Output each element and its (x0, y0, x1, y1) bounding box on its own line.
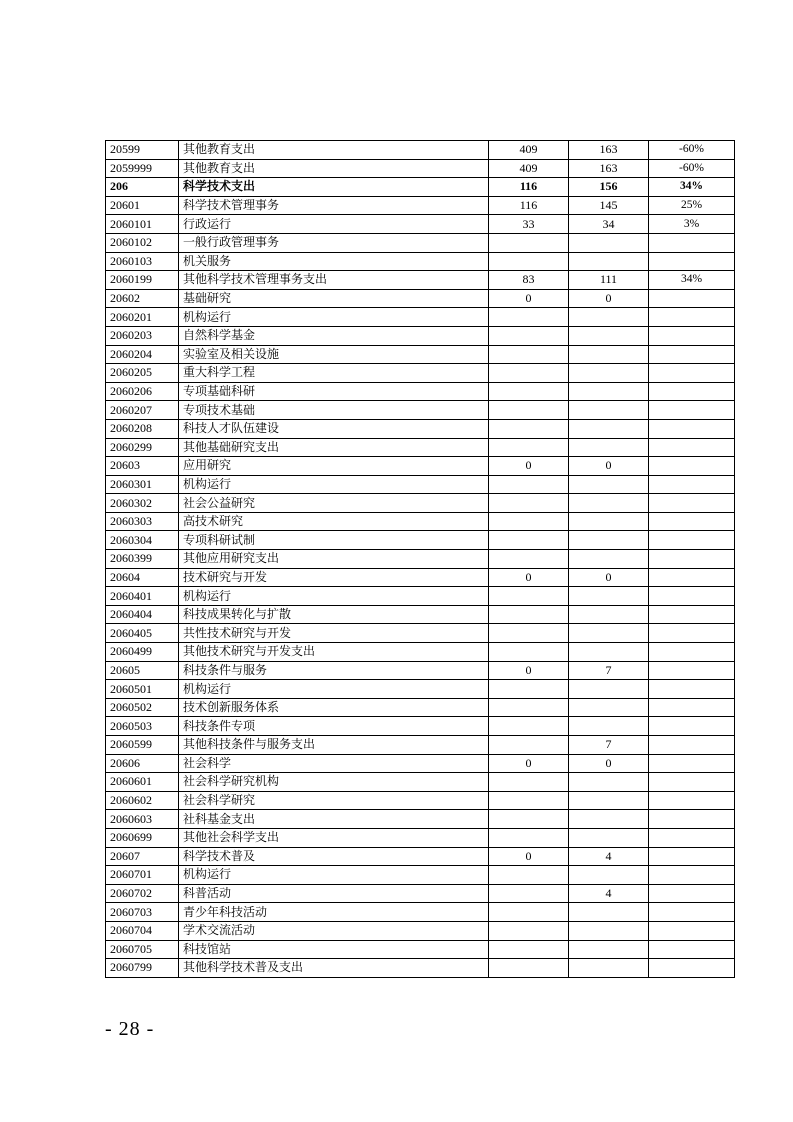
change-percent-cell (649, 866, 735, 885)
value-2022-cell (569, 698, 649, 717)
change-percent-cell (649, 624, 735, 643)
code-cell: 2060302 (106, 494, 179, 513)
code-cell: 2060208 (106, 419, 179, 438)
table-row (106, 345, 735, 364)
value-2021-cell (489, 698, 569, 717)
table-row (106, 326, 735, 345)
name-cell: 机构运行 (179, 866, 489, 885)
name-cell: 一般行政管理事务 (179, 233, 489, 252)
value-2022-cell: 0 (569, 754, 649, 773)
value-2021-cell: 409 (489, 159, 569, 178)
code-cell: 20602 (106, 289, 179, 308)
change-percent-cell (649, 717, 735, 736)
change-percent-cell (649, 401, 735, 420)
value-2021-cell (489, 475, 569, 494)
change-percent-cell: 3% (649, 215, 735, 234)
value-2022-cell (569, 828, 649, 847)
name-cell: 自然科学基金 (179, 326, 489, 345)
value-2021-cell: 0 (489, 289, 569, 308)
value-2021-cell (489, 494, 569, 513)
change-percent-cell (649, 289, 735, 308)
value-2022-cell (569, 940, 649, 959)
table-row (106, 828, 735, 847)
value-2022-cell: 0 (569, 457, 649, 476)
table-row (106, 866, 735, 885)
value-2021-cell (489, 587, 569, 606)
change-percent-cell (649, 921, 735, 940)
value-2021-cell (489, 531, 569, 550)
change-percent-cell (649, 252, 735, 271)
table-row (106, 717, 735, 736)
change-percent-cell (649, 940, 735, 959)
value-2022-cell (569, 233, 649, 252)
value-2021-cell (489, 643, 569, 662)
code-cell: 20604 (106, 568, 179, 587)
name-cell: 社会科学研究机构 (179, 773, 489, 792)
change-percent-cell (649, 364, 735, 383)
code-cell: 2060602 (106, 791, 179, 810)
name-cell: 机构运行 (179, 680, 489, 699)
value-2022-cell: 34 (569, 215, 649, 234)
value-2021-cell (489, 419, 569, 438)
value-2022-cell: 7 (569, 661, 649, 680)
name-cell: 科普活动 (179, 884, 489, 903)
name-cell: 共性技术研究与开发 (179, 624, 489, 643)
change-percent-cell: 34% (649, 178, 735, 197)
value-2021-cell (489, 382, 569, 401)
value-2022-cell: 0 (569, 289, 649, 308)
name-cell: 青少年科技活动 (179, 903, 489, 922)
value-2021-cell: 83 (489, 271, 569, 290)
value-2022-cell: 145 (569, 196, 649, 215)
table-row (106, 661, 735, 680)
table-row (106, 215, 735, 234)
code-cell: 2060207 (106, 401, 179, 420)
value-2022-cell: 0 (569, 568, 649, 587)
value-2022-cell: 156 (569, 178, 649, 197)
value-2021-cell (489, 884, 569, 903)
name-cell: 其他科学技术管理事务支出 (179, 271, 489, 290)
change-percent-cell (649, 308, 735, 327)
change-percent-cell (649, 773, 735, 792)
table-row (106, 568, 735, 587)
code-cell: 2059999 (106, 159, 179, 178)
value-2021-cell (489, 773, 569, 792)
code-cell: 2060401 (106, 587, 179, 606)
table-row (106, 773, 735, 792)
code-cell: 2060103 (106, 252, 179, 271)
name-cell: 其他基础研究支出 (179, 438, 489, 457)
name-cell: 机构运行 (179, 587, 489, 606)
code-cell: 2060705 (106, 940, 179, 959)
value-2021-cell (489, 624, 569, 643)
name-cell: 其他社会科学支出 (179, 828, 489, 847)
code-cell: 20607 (106, 847, 179, 866)
value-2022-cell (569, 401, 649, 420)
name-cell: 应用研究 (179, 457, 489, 476)
value-2022-cell: 163 (569, 159, 649, 178)
code-cell: 2060204 (106, 345, 179, 364)
name-cell: 专项技术基础 (179, 401, 489, 420)
name-cell: 科技条件专项 (179, 717, 489, 736)
code-cell: 2060304 (106, 531, 179, 550)
change-percent-cell (649, 828, 735, 847)
table-row (106, 252, 735, 271)
value-2022-cell: 4 (569, 847, 649, 866)
code-cell: 2060405 (106, 624, 179, 643)
name-cell: 科技条件与服务 (179, 661, 489, 680)
table-row (106, 438, 735, 457)
change-percent-cell (649, 754, 735, 773)
name-cell: 社会公益研究 (179, 494, 489, 513)
change-percent-cell (649, 884, 735, 903)
code-cell: 2060203 (106, 326, 179, 345)
value-2021-cell: 0 (489, 568, 569, 587)
code-cell: 2060201 (106, 308, 179, 327)
value-2021-cell (489, 680, 569, 699)
value-2021-cell: 116 (489, 196, 569, 215)
name-cell: 科技成果转化与扩散 (179, 605, 489, 624)
change-percent-cell (649, 419, 735, 438)
value-2022-cell (569, 494, 649, 513)
table-row (106, 141, 735, 160)
table-row (106, 178, 735, 197)
change-percent-cell (649, 326, 735, 345)
value-2022-cell: 4 (569, 884, 649, 903)
code-cell: 2060301 (106, 475, 179, 494)
value-2022-cell (569, 643, 649, 662)
change-percent-cell (649, 680, 735, 699)
name-cell: 机关服务 (179, 252, 489, 271)
value-2022-cell (569, 624, 649, 643)
budget-table (105, 140, 735, 978)
change-percent-cell: 25% (649, 196, 735, 215)
value-2021-cell (489, 866, 569, 885)
change-percent-cell (649, 736, 735, 755)
code-cell: 2060299 (106, 438, 179, 457)
code-cell: 20606 (106, 754, 179, 773)
name-cell: 机构运行 (179, 308, 489, 327)
table-row (106, 401, 735, 420)
table-row (106, 159, 735, 178)
code-cell: 2060699 (106, 828, 179, 847)
table-row (106, 680, 735, 699)
value-2022-cell (569, 959, 649, 978)
table-row (106, 531, 735, 550)
value-2021-cell (489, 345, 569, 364)
table-row (106, 419, 735, 438)
name-cell: 其他技术研究与开发支出 (179, 643, 489, 662)
change-percent-cell (649, 605, 735, 624)
value-2022-cell (569, 921, 649, 940)
table-row (106, 847, 735, 866)
page-number: - 28 - (105, 1018, 155, 1040)
name-cell: 技术创新服务体系 (179, 698, 489, 717)
value-2022-cell (569, 438, 649, 457)
table-row (106, 364, 735, 383)
table-row (106, 624, 735, 643)
change-percent-cell (649, 661, 735, 680)
value-2022-cell (569, 531, 649, 550)
table-row (106, 605, 735, 624)
value-2022-cell (569, 605, 649, 624)
value-2022-cell (569, 252, 649, 271)
name-cell: 其他教育支出 (179, 159, 489, 178)
change-percent-cell (649, 345, 735, 364)
code-cell: 20601 (106, 196, 179, 215)
value-2021-cell: 0 (489, 661, 569, 680)
value-2021-cell: 116 (489, 178, 569, 197)
table-row (106, 959, 735, 978)
name-cell: 基础研究 (179, 289, 489, 308)
value-2022-cell (569, 308, 649, 327)
change-percent-cell (649, 550, 735, 569)
value-2022-cell (569, 382, 649, 401)
value-2021-cell (489, 512, 569, 531)
change-percent-cell: -60% (649, 159, 735, 178)
value-2021-cell (489, 736, 569, 755)
value-2022-cell (569, 903, 649, 922)
change-percent-cell (649, 457, 735, 476)
value-2021-cell: 0 (489, 847, 569, 866)
value-2022-cell (569, 717, 649, 736)
change-percent-cell (649, 438, 735, 457)
change-percent-cell: -60% (649, 141, 735, 160)
budget-table-body (106, 141, 735, 978)
name-cell: 重大科学工程 (179, 364, 489, 383)
table-row (106, 550, 735, 569)
value-2022-cell: 7 (569, 736, 649, 755)
name-cell: 科技馆站 (179, 940, 489, 959)
name-cell: 其他科技条件与服务支出 (179, 736, 489, 755)
value-2021-cell: 33 (489, 215, 569, 234)
code-cell: 2060703 (106, 903, 179, 922)
change-percent-cell (649, 847, 735, 866)
table-row (106, 475, 735, 494)
value-2021-cell: 409 (489, 141, 569, 160)
code-cell: 2060503 (106, 717, 179, 736)
name-cell: 科学技术普及 (179, 847, 489, 866)
value-2022-cell: 111 (569, 271, 649, 290)
value-2021-cell (489, 233, 569, 252)
change-percent-cell (649, 587, 735, 606)
table-row (106, 940, 735, 959)
change-percent-cell (649, 531, 735, 550)
table-row (106, 289, 735, 308)
code-cell: 2060205 (106, 364, 179, 383)
change-percent-cell (649, 903, 735, 922)
table-row (106, 196, 735, 215)
code-cell: 2060502 (106, 698, 179, 717)
name-cell: 机构运行 (179, 475, 489, 494)
code-cell: 2060603 (106, 810, 179, 829)
table-row (106, 271, 735, 290)
value-2021-cell (489, 921, 569, 940)
table-row (106, 884, 735, 903)
change-percent-cell (649, 568, 735, 587)
table-row (106, 810, 735, 829)
change-percent-cell (649, 494, 735, 513)
code-cell: 2060404 (106, 605, 179, 624)
value-2021-cell (489, 550, 569, 569)
code-cell: 2060399 (106, 550, 179, 569)
table-row (106, 903, 735, 922)
code-cell: 2060601 (106, 773, 179, 792)
table-row (106, 587, 735, 606)
code-cell: 2060599 (106, 736, 179, 755)
name-cell: 其他教育支出 (179, 141, 489, 160)
value-2021-cell (489, 308, 569, 327)
value-2021-cell (489, 401, 569, 420)
table-row (106, 698, 735, 717)
code-cell: 2060702 (106, 884, 179, 903)
value-2022-cell (569, 810, 649, 829)
change-percent-cell (649, 959, 735, 978)
value-2021-cell (489, 828, 569, 847)
value-2022-cell (569, 475, 649, 494)
value-2022-cell (569, 326, 649, 345)
change-percent-cell (649, 810, 735, 829)
code-cell: 2060199 (106, 271, 179, 290)
value-2022-cell (569, 419, 649, 438)
table-row (106, 308, 735, 327)
table-row (106, 736, 735, 755)
table-row (106, 512, 735, 531)
code-cell: 2060102 (106, 233, 179, 252)
name-cell: 社会科学研究 (179, 791, 489, 810)
table-row (106, 921, 735, 940)
name-cell: 行政运行 (179, 215, 489, 234)
name-cell: 科学技术管理事务 (179, 196, 489, 215)
code-cell: 2060303 (106, 512, 179, 531)
code-cell: 2060101 (106, 215, 179, 234)
code-cell: 2060704 (106, 921, 179, 940)
code-cell: 2060499 (106, 643, 179, 662)
table-row (106, 643, 735, 662)
name-cell: 社科基金支出 (179, 810, 489, 829)
value-2022-cell (569, 345, 649, 364)
name-cell: 高技术研究 (179, 512, 489, 531)
code-cell: 20603 (106, 457, 179, 476)
name-cell: 社会科学 (179, 754, 489, 773)
value-2022-cell (569, 680, 649, 699)
code-cell: 206 (106, 178, 179, 197)
table-row (106, 494, 735, 513)
change-percent-cell (649, 698, 735, 717)
value-2022-cell (569, 773, 649, 792)
value-2021-cell (489, 940, 569, 959)
value-2021-cell (489, 717, 569, 736)
name-cell: 科学技术支出 (179, 178, 489, 197)
code-cell: 2060501 (106, 680, 179, 699)
change-percent-cell (649, 233, 735, 252)
value-2021-cell: 0 (489, 754, 569, 773)
name-cell: 其他科学技术普及支出 (179, 959, 489, 978)
change-percent-cell (649, 382, 735, 401)
table-row (106, 791, 735, 810)
value-2022-cell (569, 364, 649, 383)
code-cell: 2060206 (106, 382, 179, 401)
name-cell: 专项基础科研 (179, 382, 489, 401)
code-cell: 20599 (106, 141, 179, 160)
code-cell: 2060701 (106, 866, 179, 885)
table-row (106, 233, 735, 252)
value-2022-cell (569, 587, 649, 606)
name-cell: 实验室及相关设施 (179, 345, 489, 364)
change-percent-cell (649, 643, 735, 662)
value-2022-cell (569, 866, 649, 885)
value-2021-cell (489, 903, 569, 922)
value-2021-cell (489, 438, 569, 457)
code-cell: 2060799 (106, 959, 179, 978)
value-2021-cell (489, 326, 569, 345)
change-percent-cell (649, 791, 735, 810)
table-row (106, 754, 735, 773)
name-cell: 技术研究与开发 (179, 568, 489, 587)
value-2022-cell (569, 550, 649, 569)
table-row (106, 457, 735, 476)
change-percent-cell (649, 475, 735, 494)
value-2021-cell (489, 810, 569, 829)
change-percent-cell: 34% (649, 271, 735, 290)
value-2021-cell (489, 959, 569, 978)
table-row (106, 382, 735, 401)
change-percent-cell (649, 512, 735, 531)
name-cell: 专项科研试制 (179, 531, 489, 550)
value-2021-cell (489, 605, 569, 624)
value-2021-cell: 0 (489, 457, 569, 476)
value-2022-cell (569, 791, 649, 810)
value-2022-cell (569, 512, 649, 531)
name-cell: 其他应用研究支出 (179, 550, 489, 569)
name-cell: 学术交流活动 (179, 921, 489, 940)
value-2021-cell (489, 252, 569, 271)
name-cell: 科技人才队伍建设 (179, 419, 489, 438)
value-2021-cell (489, 791, 569, 810)
value-2021-cell (489, 364, 569, 383)
code-cell: 20605 (106, 661, 179, 680)
value-2022-cell: 163 (569, 141, 649, 160)
